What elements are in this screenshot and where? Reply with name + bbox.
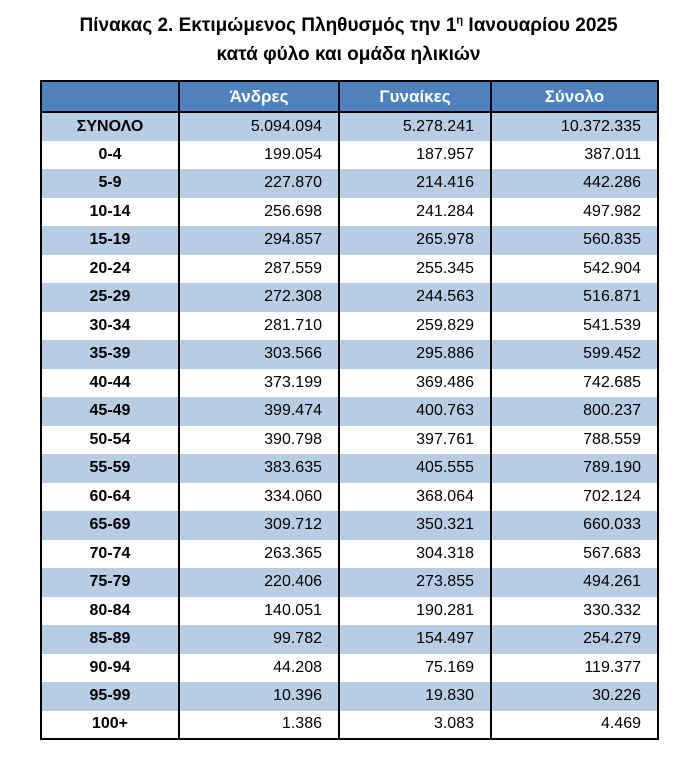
total-value-cell: 442.286: [491, 169, 658, 198]
total-value-cell: 516.871: [491, 283, 658, 312]
table-row: [41, 426, 658, 455]
table-row: [41, 312, 658, 341]
women-value-cell: 214.416: [339, 169, 491, 198]
women-value-cell: 273.855: [339, 568, 491, 597]
total-value-cell: 494.261: [491, 568, 658, 597]
total-value-cell: 497.982: [491, 198, 658, 227]
women-value-cell: 3.083: [339, 711, 491, 740]
total-value-cell: 119.377: [491, 654, 658, 683]
total-value-cell: 4.469: [491, 711, 658, 740]
women-value-cell: 400.763: [339, 397, 491, 426]
table-body: [41, 112, 658, 739]
title-line-1: [0, 11, 697, 40]
age-group-cell: 65-69: [41, 511, 179, 540]
women-value-cell: 397.761: [339, 426, 491, 455]
table-row: [41, 682, 658, 711]
title-superscript: η: [456, 14, 464, 27]
men-value-cell: 263.365: [179, 540, 339, 569]
men-value-cell: 390.798: [179, 426, 339, 455]
header-cell-men: Άνδρες: [179, 81, 339, 112]
total-value-cell: 254.279: [491, 625, 658, 654]
men-value-cell: 272.308: [179, 283, 339, 312]
men-value-cell: 309.712: [179, 511, 339, 540]
total-value-cell: 330.332: [491, 597, 658, 626]
women-value-cell: 154.497: [339, 625, 491, 654]
table-row: [41, 283, 658, 312]
women-value-cell: 265.978: [339, 226, 491, 255]
women-value-cell: 304.318: [339, 540, 491, 569]
age-group-cell: 30-34: [89, 316, 131, 334]
men-value-cell: 1.386: [179, 711, 339, 740]
table-row: [41, 597, 658, 626]
total-value-cell: 789.190: [491, 454, 658, 483]
age-group-cell: 70-74: [89, 544, 131, 562]
women-value-cell: 295.886: [339, 340, 491, 369]
women-value-cell: 259.829: [339, 312, 491, 341]
age-group-cell: 0-4: [98, 145, 122, 163]
men-value-cell: 383.635: [179, 454, 339, 483]
total-value-cell: 599.452: [491, 340, 658, 369]
table-row: [41, 540, 658, 569]
age-group-cell: 35-39: [41, 340, 179, 369]
age-group-cell: 95-99: [41, 682, 179, 711]
men-value-cell: 373.199: [179, 369, 339, 398]
header-row: [41, 81, 658, 112]
men-value-cell: 334.060: [179, 483, 339, 512]
header-cell-women: Γυναίκες: [339, 81, 491, 112]
table-row: [41, 141, 658, 170]
women-value-cell: 190.281: [339, 597, 491, 626]
header-cell-age: [41, 81, 179, 112]
age-group-cell: 10-14: [89, 202, 131, 220]
age-group-cell: 80-84: [89, 601, 131, 619]
total-value-cell: 742.685: [491, 369, 658, 398]
age-group-cell: 25-29: [41, 283, 179, 312]
women-value-cell: 75.169: [339, 654, 491, 683]
men-value-cell: 287.559: [179, 255, 339, 284]
title-line-2: κατά φύλο και ομάδα ηλικιών: [216, 44, 481, 65]
women-value-cell: 19.830: [339, 682, 491, 711]
table-row: [41, 483, 658, 512]
table-header: [41, 81, 658, 112]
table-row: [41, 369, 658, 398]
men-value-cell: 399.474: [179, 397, 339, 426]
men-value-cell: 294.857: [179, 226, 339, 255]
table-row: [41, 568, 658, 597]
table-row: [41, 226, 658, 255]
table-row: [41, 169, 658, 198]
table-row: [41, 511, 658, 540]
table-row: [41, 654, 658, 683]
men-value-cell: 199.054: [179, 141, 339, 170]
age-group-cell: 40-44: [89, 373, 131, 391]
women-value-cell: 5.278.241: [339, 112, 491, 141]
total-value-cell: 560.835: [491, 226, 658, 255]
title-line1-post: Ιανουαρίου 2025: [463, 15, 618, 36]
women-value-cell: 244.563: [339, 283, 491, 312]
total-value-cell: 387.011: [491, 141, 658, 170]
total-value-cell: 542.904: [491, 255, 658, 284]
total-value-cell: 567.683: [491, 540, 658, 569]
total-value-cell: 10.372.335: [491, 112, 658, 141]
men-value-cell: 44.208: [179, 654, 339, 683]
men-value-cell: 220.406: [179, 568, 339, 597]
age-group-cell: 85-89: [41, 625, 179, 654]
table-row: [41, 112, 658, 141]
men-value-cell: 99.782: [179, 625, 339, 654]
table-row: [41, 454, 658, 483]
page-title: [0, 11, 697, 69]
women-value-cell: 187.957: [339, 141, 491, 170]
total-value-cell: 702.124: [491, 483, 658, 512]
men-value-cell: 303.566: [179, 340, 339, 369]
total-value-cell: 541.539: [491, 312, 658, 341]
table-row: [41, 255, 658, 284]
age-group-cell: 45-49: [41, 397, 179, 426]
age-group-cell: 20-24: [89, 259, 131, 277]
men-value-cell: 256.698: [179, 198, 339, 227]
document-page: [0, 11, 697, 775]
table-row: [41, 625, 658, 654]
age-group-cell: 60-64: [89, 487, 131, 505]
women-value-cell: 350.321: [339, 511, 491, 540]
men-value-cell: 227.870: [179, 169, 339, 198]
total-value-cell: 788.559: [491, 426, 658, 455]
men-value-cell: 140.051: [179, 597, 339, 626]
age-group-cell: 50-54: [89, 430, 131, 448]
table-row: [41, 397, 658, 426]
women-value-cell: 255.345: [339, 255, 491, 284]
age-group-cell: 15-19: [41, 226, 179, 255]
men-value-cell: 5.094.094: [179, 112, 339, 141]
population-table: [40, 80, 659, 740]
table-row: [41, 340, 658, 369]
age-group-cell: 5-9: [41, 169, 179, 198]
header-cell-total: Σύνολο: [491, 81, 658, 112]
total-value-cell: 660.033: [491, 511, 658, 540]
women-value-cell: 369.486: [339, 369, 491, 398]
table-row: [41, 198, 658, 227]
total-value-cell: 30.226: [491, 682, 658, 711]
women-value-cell: 368.064: [339, 483, 491, 512]
age-group-cell: 75-79: [41, 568, 179, 597]
table-row: [41, 711, 658, 740]
age-group-cell: 55-59: [41, 454, 179, 483]
title-line1-pre: Πίνακας 2. Εκτιμώμενος Πληθυσμός την 1: [79, 15, 457, 36]
age-group-cell: ΣΥΝΟΛΟ: [41, 112, 179, 141]
total-value-cell: 800.237: [491, 397, 658, 426]
age-group-cell: 100+: [91, 715, 129, 733]
women-value-cell: 405.555: [339, 454, 491, 483]
women-value-cell: 241.284: [339, 198, 491, 227]
men-value-cell: 281.710: [179, 312, 339, 341]
men-value-cell: 10.396: [179, 682, 339, 711]
age-group-cell: 90-94: [89, 658, 131, 676]
